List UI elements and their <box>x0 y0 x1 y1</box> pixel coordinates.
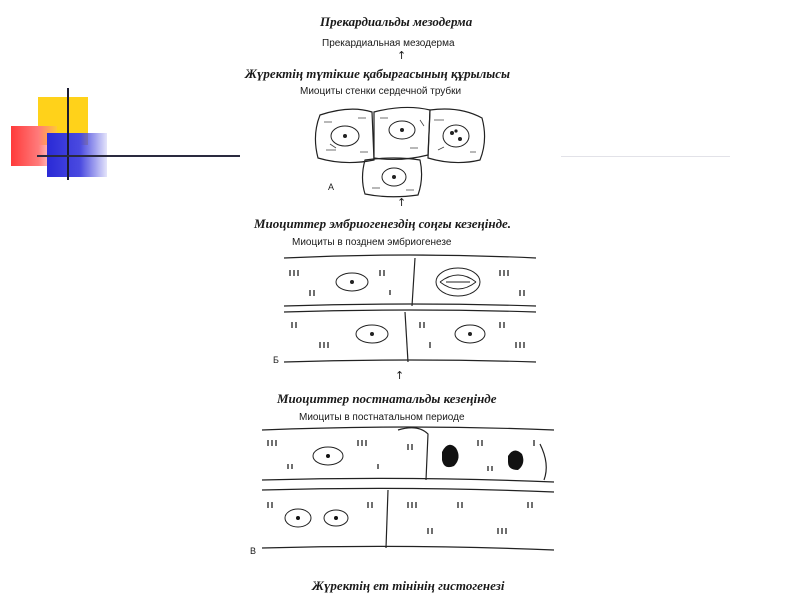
heading-ru-precardial: Прекардиальная мезодерма <box>322 38 455 49</box>
panel-label-b: Б <box>273 355 279 365</box>
heading-kz-heart-tube: Жүректің түтікше қабырғасының құрылысы <box>245 66 511 81</box>
diagram-panel-v <box>258 424 558 560</box>
arrow-up-icon: ↑ <box>395 369 405 382</box>
panel-label-a: А <box>328 182 335 192</box>
diagram-panel-a <box>310 100 500 200</box>
histogenesis-figure <box>240 0 561 600</box>
arrow-up-icon: ↑ <box>397 196 407 209</box>
heading-ru-late-embryo: Миоциты в позднем эмбриогенезе <box>292 237 452 248</box>
heading-kz-late-embryo: Миоциттер эмбриогенездің соңғы кезеңінде. <box>254 216 512 231</box>
heading-ru-heart-tube: Миоциты стенки сердечной трубки <box>300 86 462 97</box>
figure-caption: Жүректің ет тінінің гистогенезі <box>312 578 505 593</box>
diagram-panel-b <box>280 250 540 372</box>
heading-kz-postnatal: Миоциттер постнатальды кезеңінде <box>277 391 497 406</box>
decor-horizontal-line-faint <box>560 156 730 157</box>
arrow-up-icon: ↑ <box>397 49 407 62</box>
decor-horizontal-line <box>37 155 240 157</box>
panel-label-v: В <box>250 546 257 556</box>
heading-ru-postnatal: Миоциты в постнатальном периоде <box>299 412 465 423</box>
heading-kz-precardial: Прекардиальды мезодерма <box>320 14 473 29</box>
decor-vertical-line <box>67 88 69 180</box>
